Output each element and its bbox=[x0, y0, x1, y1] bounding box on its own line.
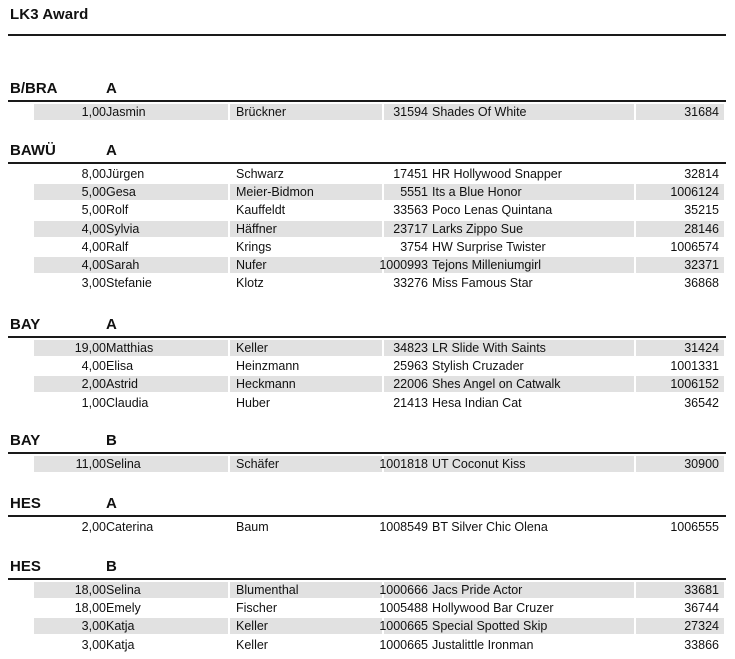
horse-id-cell: 1008549 bbox=[379, 520, 428, 534]
horse-name-cell: Special Spotted Skip bbox=[432, 619, 548, 634]
first-name-cell: Selina bbox=[106, 457, 141, 471]
award-section bbox=[0, 432, 735, 471]
horse-name-cell: Jacs Pride Actor bbox=[432, 583, 523, 597]
points-cell: 18,00 bbox=[74, 583, 106, 597]
first-name-cell: Sylvia bbox=[106, 221, 140, 236]
horse-id-cell: 22006 bbox=[393, 377, 428, 392]
last-name-cell: Baum bbox=[236, 520, 269, 534]
last-name-cell: Schäfer bbox=[236, 457, 280, 471]
member-number-cell: 1006574 bbox=[670, 239, 719, 254]
section-rows bbox=[8, 518, 724, 536]
table-row bbox=[8, 339, 724, 357]
table-row bbox=[8, 220, 724, 238]
horse-id-cell: 17451 bbox=[393, 167, 428, 181]
points-cell: 11,00 bbox=[75, 457, 106, 471]
points-cell: 8,00 bbox=[81, 167, 106, 181]
member-number-cell: 1006555 bbox=[670, 520, 719, 534]
section-header bbox=[0, 432, 735, 452]
first-name-cell: Sarah bbox=[106, 257, 140, 272]
last-name-cell: Heckmann bbox=[236, 377, 296, 392]
table-row bbox=[8, 617, 724, 635]
points-cell: 4,00 bbox=[81, 359, 106, 374]
section-header bbox=[0, 558, 735, 578]
horse-id-cell: 1000993 bbox=[379, 257, 428, 272]
member-number-cell: 36744 bbox=[684, 601, 719, 616]
section-header bbox=[0, 316, 735, 336]
horse-name-cell: Justalittle Ironman bbox=[432, 637, 534, 652]
horse-id-cell: 23717 bbox=[393, 221, 428, 236]
section-rows bbox=[8, 339, 724, 412]
table-row bbox=[8, 581, 724, 599]
award-section bbox=[0, 316, 735, 410]
section-header bbox=[0, 80, 735, 100]
table-row bbox=[8, 375, 724, 393]
last-name-cell: Kauffeldt bbox=[236, 203, 286, 218]
horse-id-cell: 33276 bbox=[393, 276, 428, 291]
horse-name-cell: Hollywood Bar Cruzer bbox=[432, 601, 554, 616]
section-class: A bbox=[106, 316, 117, 333]
member-number-cell: 31424 bbox=[684, 341, 719, 355]
horse-name-cell: Tejons Milleniumgirl bbox=[432, 257, 542, 272]
last-name-cell: Huber bbox=[236, 395, 271, 410]
horse-id-cell: 1005488 bbox=[379, 601, 428, 616]
points-cell: 4,00 bbox=[81, 257, 106, 272]
table-row bbox=[8, 599, 724, 617]
table-row bbox=[8, 256, 724, 274]
points-cell: 2,00 bbox=[81, 520, 106, 534]
section-class: A bbox=[106, 142, 117, 159]
table-row bbox=[8, 455, 724, 473]
member-number-cell: 1001331 bbox=[670, 359, 719, 374]
member-number-cell: 31684 bbox=[684, 105, 719, 119]
horse-id-cell: 3754 bbox=[400, 239, 428, 254]
table-row bbox=[8, 636, 724, 654]
first-name-cell: Emely bbox=[106, 601, 141, 616]
section-region: BAY bbox=[10, 316, 41, 333]
points-cell: 3,00 bbox=[81, 637, 106, 652]
last-name-cell: Keller bbox=[236, 341, 268, 355]
horse-name-cell: Hesa Indian Cat bbox=[432, 395, 522, 410]
last-name-cell: Schwarz bbox=[236, 167, 284, 181]
table-row bbox=[8, 165, 724, 183]
last-name-cell: Fischer bbox=[236, 601, 277, 616]
section-class: A bbox=[106, 80, 117, 97]
first-name-cell: Gesa bbox=[106, 185, 136, 200]
horse-name-cell: BT Silver Chic Olena bbox=[432, 520, 548, 534]
table-row bbox=[8, 394, 724, 412]
horse-id-cell: 34823 bbox=[393, 341, 428, 355]
section-class: B bbox=[106, 432, 117, 449]
first-name-cell: Claudia bbox=[106, 395, 149, 410]
last-name-cell: Blumenthal bbox=[236, 583, 299, 597]
horse-name-cell: HW Surprise Twister bbox=[432, 239, 546, 254]
section-divider bbox=[8, 515, 726, 517]
section-rows bbox=[8, 103, 724, 121]
section-region: BAWÜ bbox=[10, 142, 56, 159]
horse-id-cell: 1000665 bbox=[379, 637, 428, 652]
horse-name-cell: LR Slide With Saints bbox=[432, 341, 546, 355]
points-cell: 2,00 bbox=[81, 377, 106, 392]
section-divider bbox=[8, 100, 726, 102]
last-name-cell: Heinzmann bbox=[236, 359, 300, 374]
first-name-cell: Selina bbox=[106, 583, 141, 597]
last-name-cell: Brückner bbox=[236, 105, 287, 119]
award-section bbox=[0, 558, 735, 652]
points-cell: 5,00 bbox=[81, 185, 106, 200]
section-region: HES bbox=[10, 558, 41, 575]
horse-name-cell: Larks Zippo Sue bbox=[432, 221, 524, 236]
member-number-cell: 30900 bbox=[684, 457, 719, 471]
last-name-cell: Meier-Bidmon bbox=[236, 185, 314, 200]
member-number-cell: 27324 bbox=[684, 619, 719, 634]
section-region: HES bbox=[10, 495, 41, 512]
points-cell: 5,00 bbox=[81, 203, 106, 218]
section-divider bbox=[8, 336, 726, 338]
first-name-cell: Katja bbox=[106, 637, 135, 652]
horse-id-cell: 1000666 bbox=[379, 583, 428, 597]
first-name-cell: Stefanie bbox=[106, 276, 152, 291]
member-number-cell: 33681 bbox=[684, 583, 719, 597]
points-cell: 18,00 bbox=[74, 601, 106, 616]
points-cell: 1,00 bbox=[81, 105, 106, 119]
last-name-cell: Nufer bbox=[236, 257, 267, 272]
horse-id-cell: 25963 bbox=[393, 359, 428, 374]
first-name-cell: Caterina bbox=[106, 520, 154, 534]
page-title: LK3 Award bbox=[10, 6, 89, 23]
section-divider bbox=[8, 452, 726, 454]
first-name-cell: Jasmin bbox=[106, 105, 146, 119]
horse-id-cell: 1000665 bbox=[379, 619, 428, 634]
table-row bbox=[8, 103, 724, 121]
table-row bbox=[8, 201, 724, 219]
section-class: A bbox=[106, 495, 117, 512]
table-row bbox=[8, 183, 724, 201]
section-divider bbox=[8, 578, 726, 580]
last-name-cell: Keller bbox=[236, 619, 268, 634]
horse-name-cell: HR Hollywood Snapper bbox=[432, 167, 562, 181]
first-name-cell: Matthias bbox=[106, 341, 154, 355]
first-name-cell: Ralf bbox=[106, 239, 129, 254]
horse-name-cell: UT Coconut Kiss bbox=[432, 457, 526, 471]
title-divider bbox=[8, 34, 726, 36]
points-cell: 19,00 bbox=[74, 341, 106, 355]
member-number-cell: 35215 bbox=[684, 203, 719, 218]
horse-id-cell: 31594 bbox=[393, 105, 428, 119]
table-row bbox=[8, 357, 724, 375]
first-name-cell: Astrid bbox=[106, 377, 138, 392]
points-cell: 1,00 bbox=[81, 395, 106, 410]
section-divider bbox=[8, 162, 726, 164]
last-name-cell: Klotz bbox=[236, 276, 264, 291]
member-number-cell: 32814 bbox=[684, 167, 719, 181]
horse-name-cell: Shes Angel on Catwalk bbox=[432, 377, 561, 392]
member-number-cell: 32371 bbox=[684, 257, 719, 272]
last-name-cell: Keller bbox=[236, 637, 268, 652]
award-section bbox=[0, 142, 735, 291]
first-name-cell: Rolf bbox=[106, 203, 129, 218]
section-class: B bbox=[106, 558, 117, 575]
first-name-cell: Elisa bbox=[106, 359, 134, 374]
member-number-cell: 1006124 bbox=[670, 185, 719, 200]
horse-id-cell: 21413 bbox=[393, 395, 428, 410]
horse-id-cell: 5551 bbox=[400, 185, 428, 200]
horse-name-cell: Its a Blue Honor bbox=[432, 185, 522, 200]
section-region: B/BRA bbox=[10, 80, 58, 97]
horse-name-cell: Shades Of White bbox=[432, 105, 527, 119]
horse-id-cell: 33563 bbox=[393, 203, 428, 218]
horse-name-cell: Poco Lenas Quintana bbox=[432, 203, 553, 218]
first-name-cell: Katja bbox=[106, 619, 135, 634]
table-row bbox=[8, 274, 724, 292]
award-section bbox=[0, 495, 735, 534]
horse-name-cell: Miss Famous Star bbox=[432, 276, 533, 291]
member-number-cell: 1006152 bbox=[670, 377, 719, 392]
last-name-cell: Häffner bbox=[236, 221, 277, 236]
horse-id-cell: 1001818 bbox=[379, 457, 428, 471]
member-number-cell: 33866 bbox=[684, 637, 719, 652]
points-cell: 3,00 bbox=[81, 276, 106, 291]
last-name-cell: Krings bbox=[236, 239, 272, 254]
section-rows bbox=[8, 455, 724, 473]
horse-name-cell: Stylish Cruzader bbox=[432, 359, 524, 374]
points-cell: 4,00 bbox=[81, 221, 106, 236]
table-row bbox=[8, 518, 724, 536]
section-region: BAY bbox=[10, 432, 41, 449]
section-rows bbox=[8, 165, 724, 292]
points-cell: 4,00 bbox=[81, 239, 106, 254]
member-number-cell: 36542 bbox=[684, 395, 719, 410]
section-header bbox=[0, 142, 735, 162]
member-number-cell: 28146 bbox=[684, 221, 719, 236]
section-rows bbox=[8, 581, 724, 654]
points-cell: 3,00 bbox=[81, 619, 106, 634]
award-section bbox=[0, 80, 735, 119]
table-row bbox=[8, 238, 724, 256]
first-name-cell: Jürgen bbox=[106, 167, 145, 181]
section-header bbox=[0, 495, 735, 515]
member-number-cell: 36868 bbox=[684, 276, 719, 291]
